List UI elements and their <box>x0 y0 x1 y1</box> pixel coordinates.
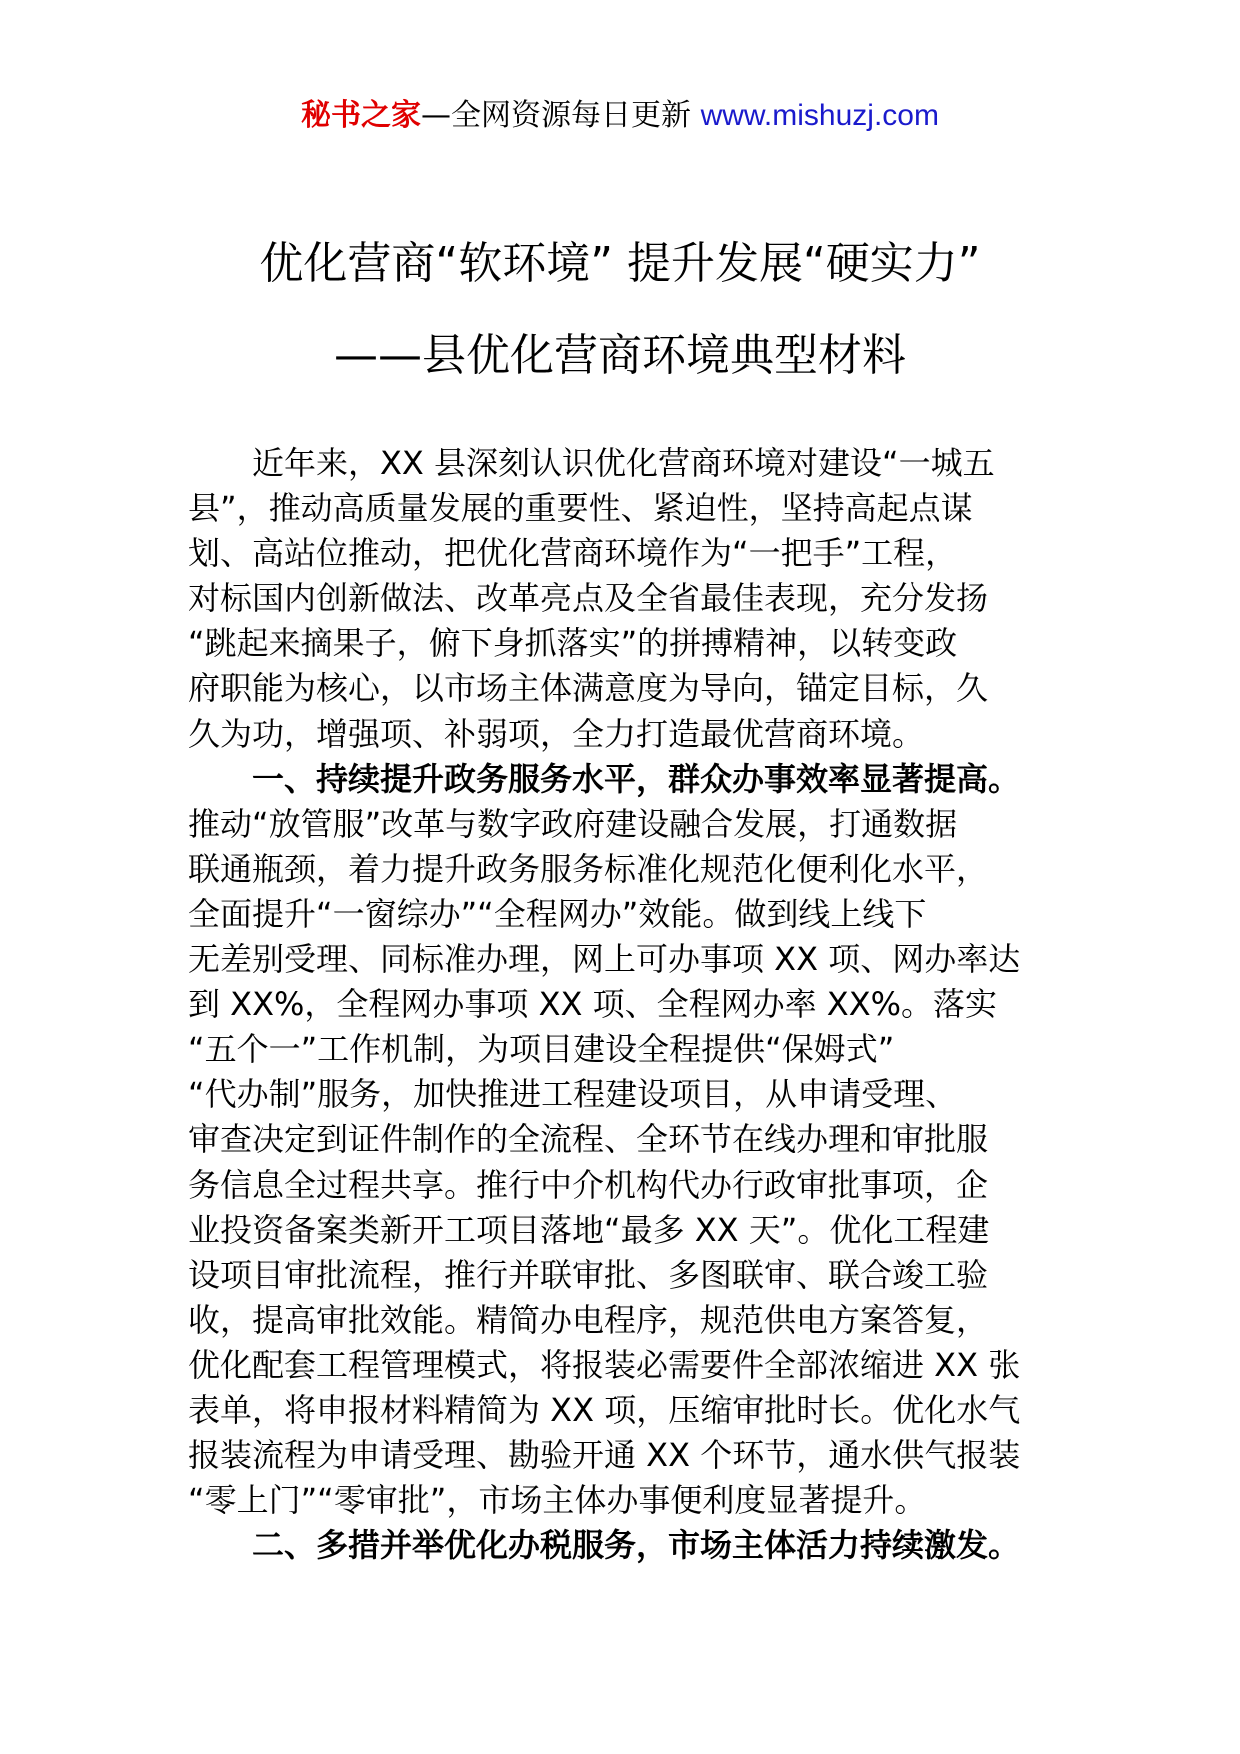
brand-name: 秘书之家 <box>301 98 422 133</box>
document-body <box>188 441 1058 1568</box>
paragraph-line: 优化配套工程管理模式，将报装必需要件全部浓缩进 XX 张 <box>188 1345 1021 1384</box>
paragraph-line: 府职能为核心，以市场主体满意度为导向，锚定目标，久 <box>188 669 989 708</box>
paragraph-line: 联通瓶颈，着力提升政务服务标准化规范化便利化水平， <box>188 849 989 888</box>
section-heading-1: 一、持续提升政务服务水平，群众办事效率显著提高。 <box>252 759 1021 798</box>
document-subtitle: ——县优化营商环境典型材料 <box>334 330 906 381</box>
paragraph-line: 表单，将申报材料精简为 XX 项，压缩审批时长。优化水气 <box>188 1390 1021 1429</box>
paragraph-line: 久为功，增强项、补弱项，全力打造最优营商环境。 <box>188 714 925 753</box>
paragraph-line: 收，提高审批效能。精简办电程序，规范供电方案答复， <box>188 1300 989 1339</box>
paragraph-line: 报装流程为申请受理、勘验开通 XX 个环节，通水供气报装 <box>188 1436 1021 1475</box>
paragraph-line: “五个一”工作机制，为项目建设全程提供“保姆式” <box>188 1030 895 1069</box>
paragraph-line: 无差别受理、同标准办理，网上可办事项 XX 项、网办率达 <box>188 940 1021 979</box>
paragraph-line: 到 XX%，全程网办事项 XX 项、全程网办率 XX%。落实 <box>188 985 998 1024</box>
paragraph-line: 全面提升“一窗综办”“全程网办”效能。做到线上线下 <box>188 894 927 933</box>
section-heading-2: 二、多措并举优化办税服务，市场主体活力持续激发。 <box>252 1526 1021 1565</box>
page-header <box>0 96 1240 136</box>
paragraph-line: 设项目审批流程，推行并联审批、多图联审、联合竣工验 <box>188 1255 989 1294</box>
paragraph-line: 对标国内创新做法、改革亮点及全省最佳表现，充分发扬 <box>188 579 989 618</box>
paragraph-line: “代办制”服务，加快推进工程建设项目，从申请受理、 <box>188 1075 958 1114</box>
paragraph-line: 县”，推动高质量发展的重要性、紧迫性，坚持高起点谋 <box>188 489 973 528</box>
document-title: 优化营商“软环境” 提升发展“硬实力” <box>259 238 981 289</box>
website-link[interactable]: www.mishuzj.com <box>700 99 939 132</box>
paragraph-line: 审查决定到证件制作的全流程、全环节在线办理和审批服 <box>188 1120 989 1159</box>
header-tagline: —全网资源每日更新 <box>421 98 701 133</box>
paragraph-line: 业投资备案类新开工项目落地“最多 XX 天”。优化工程建 <box>188 1210 990 1249</box>
paragraph-line: “跳起来摘果子，俯下身抓落实”的拼搏精神，以转变政 <box>188 624 958 663</box>
paragraph-line: 推动“放管服”改革与数字政府建设融合发展，打通数据 <box>188 804 958 843</box>
paragraph-line: 划、高站位推动，把优化营商环境作为“一把手”工程， <box>188 534 958 573</box>
paragraph-line: 务信息全过程共享。推行中介机构代办行政审批事项，企 <box>188 1165 989 1204</box>
paragraph-line: 近年来，XX 县深刻认识优化营商环境对建设“一城五 <box>252 444 995 482</box>
paragraph-line: “零上门”“零审批”，市场主体办事便利度显著提升。 <box>188 1481 927 1520</box>
